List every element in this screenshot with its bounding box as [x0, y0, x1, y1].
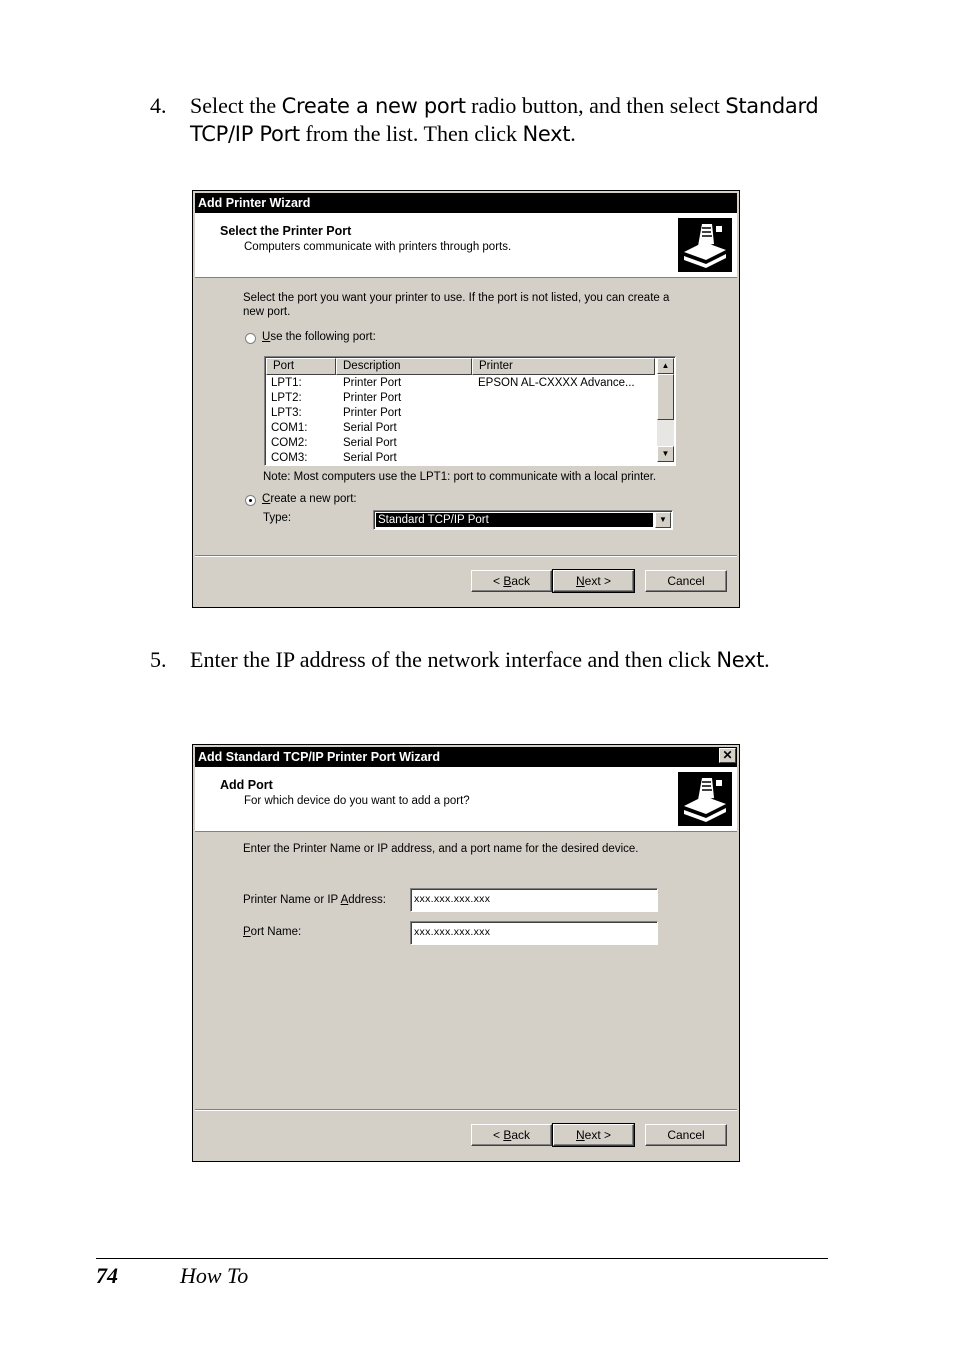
printer-icon — [678, 218, 732, 272]
mnemonic: U — [262, 331, 271, 343]
create-new-port-label[interactable] — [262, 493, 357, 505]
mnemonic: N — [575, 1128, 585, 1142]
wizard-header — [195, 767, 737, 832]
cell-description[interactable]: Serial Port — [343, 452, 397, 464]
lpt-note: Note: Most computers use the LPT1: port to communicate with a local printer. — [263, 471, 657, 483]
mnemonic: N — [575, 574, 585, 588]
cell-port[interactable]: COM1: — [271, 422, 308, 434]
section-title: How To — [180, 1263, 249, 1288]
column-header-description[interactable]: Description — [336, 358, 472, 375]
add-printer-wizard-dialog — [192, 190, 740, 608]
ui-term: Create a new port — [281, 94, 466, 118]
port-name-label — [243, 926, 301, 938]
cell-description[interactable]: Serial Port — [343, 437, 397, 449]
text: radio button, and then select — [465, 93, 726, 118]
mnemonic: B — [503, 574, 512, 588]
cell-description[interactable]: Serial Port — [343, 422, 397, 434]
step-text — [190, 92, 840, 148]
list-scrollbar[interactable] — [657, 358, 674, 462]
label-rest: se the following port: — [270, 331, 376, 343]
text: from the list. Then click — [299, 121, 523, 146]
wizard-body — [195, 278, 737, 557]
column-header-printer[interactable]: Printer — [472, 358, 655, 375]
printer-icon — [678, 772, 732, 826]
close-icon[interactable]: ✕ — [719, 748, 736, 763]
step-number: 4. — [150, 93, 167, 118]
type-label: Type: — [263, 512, 292, 524]
port-list[interactable] — [264, 356, 676, 466]
back-button[interactable] — [471, 570, 552, 592]
header-title: Select the Printer Port — [220, 224, 352, 238]
mnemonic: P — [243, 926, 251, 938]
header-title: Add Port — [220, 778, 273, 792]
ip-address-input[interactable]: xxx.xxx.xxx.xxx — [410, 888, 658, 912]
cell-description[interactable]: Printer Port — [343, 377, 402, 389]
cell-printer[interactable]: EPSON AL-CXXXX Advance... — [478, 377, 635, 389]
cancel-button[interactable]: Cancel — [645, 1124, 727, 1146]
step-text — [190, 646, 840, 674]
step-number: 5. — [150, 647, 167, 672]
back-button[interactable] — [471, 1124, 552, 1146]
footer-rule — [96, 1258, 828, 1259]
header-subtitle: Computers communicate with printers through ports. — [244, 241, 512, 253]
add-tcpip-port-wizard-dialog — [192, 744, 740, 1162]
label-rest: ext > — [584, 574, 612, 588]
create-new-port-radio[interactable] — [245, 495, 256, 506]
ui-term: Standard TCP/IP Port — [190, 94, 819, 146]
port-type-select[interactable] — [373, 510, 673, 530]
chevron-down-icon[interactable]: ▼ — [655, 512, 671, 528]
cancel-button[interactable]: Cancel — [645, 570, 727, 592]
mnemonic: B — [503, 1128, 512, 1142]
next-button[interactable] — [553, 570, 634, 592]
cell-port[interactable]: LPT3: — [271, 407, 302, 419]
cell-description[interactable]: Printer Port — [343, 392, 402, 404]
mnemonic: C — [262, 493, 271, 505]
footer-divider — [195, 1109, 737, 1111]
label-rest: reate a new port: — [270, 493, 357, 505]
ui-term: Next — [522, 122, 571, 146]
label-prefix: < — [492, 574, 504, 588]
dialog-title: Add Standard TCP/IP Printer Port Wizard — [195, 747, 737, 767]
scroll-thumb[interactable] — [657, 374, 674, 420]
label-prefix: < — [492, 1128, 504, 1142]
wizard-header — [195, 213, 737, 278]
wizard-body — [195, 832, 737, 1111]
text: Enter the IP address of the network interface and then click — [190, 647, 717, 672]
text: . — [570, 121, 576, 146]
dialog-title: Add Printer Wizard — [195, 193, 737, 213]
footer-divider — [195, 555, 737, 557]
instruction-cont: new port. — [243, 306, 291, 318]
scroll-down-icon[interactable]: ▼ — [657, 446, 674, 462]
header-subtitle: For which device do you want to add a port? — [244, 795, 470, 807]
cell-port[interactable]: LPT2: — [271, 392, 302, 404]
ip-address-label — [243, 894, 386, 906]
column-header-port[interactable]: Port — [266, 358, 336, 375]
text: Select the — [190, 93, 282, 118]
cell-description[interactable]: Printer Port — [343, 407, 402, 419]
label-post: ort Name: — [250, 926, 302, 938]
scroll-up-icon[interactable]: ▲ — [657, 358, 674, 374]
next-button[interactable] — [553, 1124, 634, 1146]
mnemonic: A — [340, 894, 349, 906]
use-following-port-label[interactable] — [262, 331, 376, 343]
label-pre: Printer Name or IP — [243, 894, 341, 906]
text: . — [764, 647, 770, 672]
port-name-input[interactable]: xxx.xxx.xxx.xxx — [410, 921, 658, 945]
cell-port[interactable]: COM3: — [271, 452, 308, 464]
port-type-value: Standard TCP/IP Port — [376, 513, 653, 527]
page-number: 74 — [96, 1263, 118, 1288]
use-following-port-radio[interactable] — [245, 333, 256, 344]
label-rest: ack — [511, 1128, 531, 1142]
label-post: ddress: — [348, 894, 386, 906]
ui-term: Next — [716, 648, 765, 672]
cell-port[interactable]: COM2: — [271, 437, 308, 449]
cell-port[interactable]: LPT1: — [271, 377, 302, 389]
instruction: Enter the Printer Name or IP address, and a port name for the desired device. — [243, 843, 639, 855]
label-rest: ack — [511, 574, 531, 588]
instruction: Select the port you want your printer to use. If the port is not listed, you can create a — [243, 292, 670, 304]
label-rest: ext > — [584, 1128, 612, 1142]
